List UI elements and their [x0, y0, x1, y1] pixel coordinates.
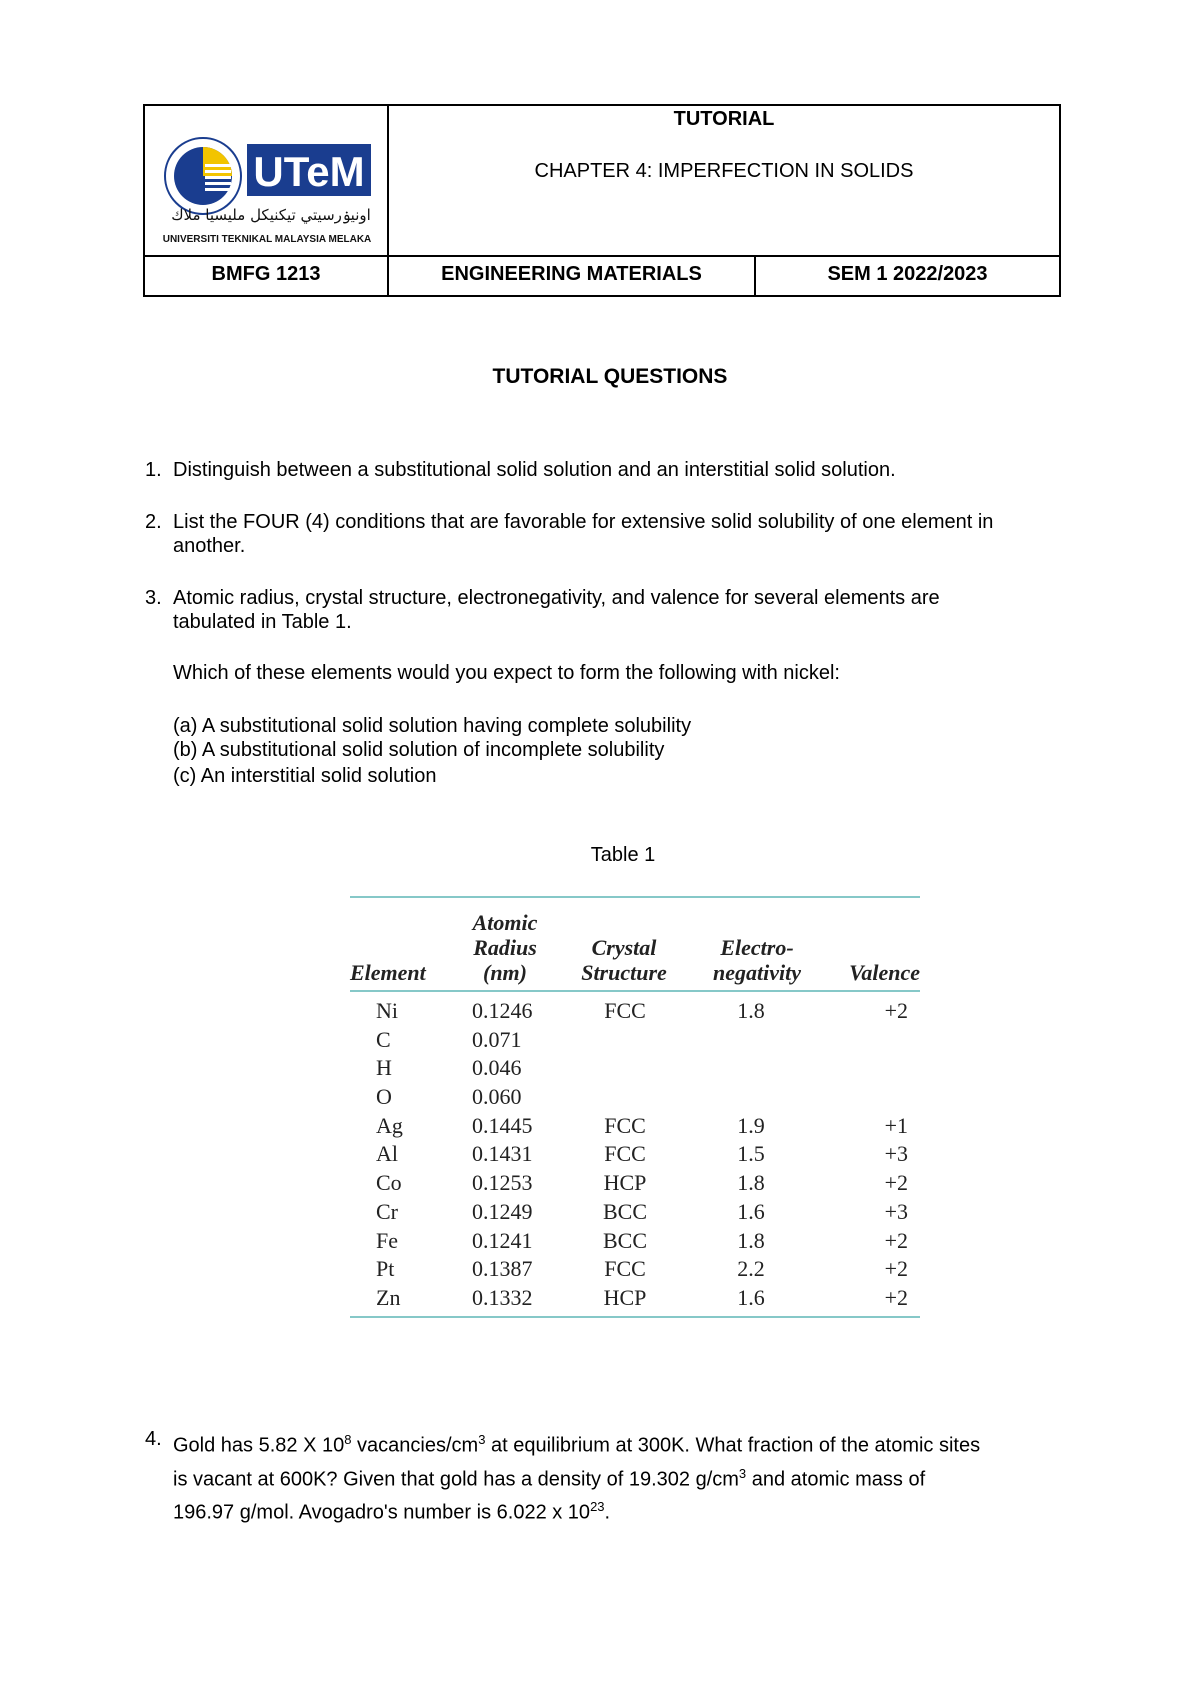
table-row — [350, 1228, 920, 1257]
cell-electronegativity: 1.8 — [737, 1227, 765, 1253]
table-row — [350, 1141, 920, 1170]
cell-electronegativity: 1.9 — [737, 1112, 765, 1138]
table-rule — [350, 1316, 920, 1318]
header-chapter: CHAPTER 4: IMPERFECTION IN SOLIDS — [534, 160, 914, 182]
cell-element: Co — [376, 1170, 402, 1196]
cell-electronegativity: 1.8 — [737, 998, 765, 1023]
cell-atomic-radius: 0.1253 — [472, 1170, 533, 1196]
table-caption: Table 1 — [590, 844, 656, 866]
table-row — [350, 1285, 920, 1314]
table-body — [350, 998, 920, 1314]
cell-crystal-structure: BCC — [602, 1227, 648, 1253]
table-rule — [350, 896, 920, 898]
cell-valence: +2 — [884, 1170, 908, 1196]
cell-valence: +2 — [884, 998, 908, 1023]
cell-electronegativity: 1.5 — [737, 1141, 765, 1167]
question-2 — [145, 510, 1065, 558]
question-part-b: (b) A substitutional solid solution of incomplete solubility — [173, 739, 665, 761]
cell-crystal-structure: FCC — [604, 1141, 646, 1167]
cell-valence: +2 — [884, 1256, 908, 1282]
cell-atomic-radius: 0.1387 — [472, 1256, 533, 1282]
column-header-electronegativity: Electro- negativity — [713, 935, 801, 985]
table-row — [350, 1113, 920, 1142]
cell-element: Pt — [376, 1256, 395, 1282]
table-row — [350, 998, 920, 1027]
cell-atomic-radius: 0.1445 — [472, 1112, 533, 1138]
header-title: TUTORIAL — [673, 108, 775, 130]
column-header-element: Element — [350, 960, 426, 985]
question-text: tabulated in Table 1. — [173, 611, 352, 633]
cell-element: Ni — [376, 998, 398, 1023]
cell-element: C — [376, 1026, 391, 1052]
svg-text:اونيۏرسيتي تيكنيكل مليسيا ملاك: اونيۏرسيتي تيكنيكل مليسيا ملاك — [171, 206, 371, 224]
question-text: is vacant at 600K? Given that gold has a density of 19.302 $g/cm^3$ and atomic mass of — [173, 1465, 926, 1491]
cell-electronegativity: 1.8 — [737, 1170, 765, 1196]
table-row — [350, 1027, 920, 1056]
cell-valence: +2 — [884, 1284, 908, 1310]
cell-atomic-radius: 0.071 — [472, 1026, 522, 1052]
cell-crystal-structure: FCC — [604, 1256, 646, 1282]
table-row — [350, 1199, 920, 1228]
table-row — [350, 1170, 920, 1199]
question-3 — [145, 586, 1065, 634]
document-header — [143, 104, 1061, 297]
question-number: 4. — [145, 1428, 162, 1450]
table-row — [350, 1084, 920, 1113]
cell-element: Zn — [376, 1284, 401, 1310]
cell-electronegativity: 1.6 — [737, 1284, 765, 1310]
question-text: 196.97 g/mol. Avogadro's number is 6.022 x $10^{23}$. — [173, 1499, 611, 1524]
cell-atomic-radius: 0.060 — [472, 1084, 522, 1110]
cell-atomic-radius: 0.1241 — [472, 1227, 533, 1253]
cell-crystal-structure: HCP — [603, 1284, 647, 1310]
cell-element: Ag — [376, 1112, 403, 1138]
cell-atomic-radius: 0.1246 — [472, 998, 533, 1023]
table-rule — [350, 990, 920, 992]
cell-atomic-radius: 0.1332 — [472, 1284, 533, 1310]
utem-logo — [161, 136, 373, 248]
table-row — [350, 1055, 920, 1084]
question-text: Distinguish between a substitutional solid solution and an interstitial solid solution. — [173, 459, 896, 481]
cell-electronegativity: 1.6 — [737, 1198, 765, 1224]
course-code: BMFG 1213 — [211, 263, 321, 285]
cell-crystal-structure: FCC — [604, 998, 646, 1023]
question-part-c: (c) An interstitial solid solution — [173, 765, 437, 787]
question-part-a: (a) A substitutional solid solution having complete solubility — [173, 715, 692, 737]
question-prompt: Which of these elements would you expect to form the following with nickel: — [173, 662, 840, 684]
cell-crystal-structure: FCC — [604, 1112, 646, 1138]
page-title: TUTORIAL QUESTIONS — [492, 365, 728, 388]
question-1 — [145, 458, 1065, 482]
cell-element: H — [376, 1055, 392, 1081]
cell-atomic-radius: 0.1431 — [472, 1141, 533, 1167]
table-row — [350, 1256, 920, 1285]
question-4 — [145, 1426, 1065, 1527]
question-text: Gold has 5.82 X $10^8$ vacancies/$cm^3$ at equilibrium at 300K. What fraction of the atomic sites — [173, 1432, 981, 1457]
question-text: List the FOUR (4) conditions that are favorable for extensive solid solubility of one element in another. — [173, 511, 994, 557]
svg-text:UNIVERSITI TEKNIKAL MALAYSIA M: UNIVERSITI TEKNIKAL MALAYSIA MELAKA — [162, 234, 372, 245]
cell-valence: +2 — [884, 1227, 908, 1253]
cell-valence: +1 — [884, 1112, 908, 1138]
cell-crystal-structure: BCC — [602, 1198, 648, 1224]
cell-atomic-radius: 0.1249 — [472, 1198, 533, 1224]
cell-valence: +3 — [884, 1198, 908, 1224]
cell-electronegativity: 2.2 — [737, 1256, 765, 1282]
question-number: 3. — [145, 587, 162, 609]
cell-valence: +3 — [884, 1141, 908, 1167]
column-header-atomic-radius: Atomic Radius (nm) — [472, 910, 538, 985]
column-header-crystal-structure: Crystal Structure — [581, 935, 667, 985]
course-name: ENGINEERING MATERIALS — [441, 263, 702, 285]
cell-crystal-structure: HCP — [603, 1170, 647, 1196]
column-header-valence: Valence — [849, 960, 920, 985]
question-text: Atomic radius, crystal structure, electronegativity, and valence for several elements are — [173, 587, 940, 609]
question-number: 1. — [145, 459, 162, 481]
svg-text:UTeM: UTeM — [253, 148, 365, 195]
question-number: 2. — [145, 511, 162, 533]
cell-element: Cr — [376, 1198, 398, 1224]
cell-element: O — [376, 1084, 392, 1110]
cell-element: Fe — [376, 1227, 398, 1253]
cell-atomic-radius: 0.046 — [472, 1055, 522, 1081]
cell-element: Al — [376, 1141, 398, 1167]
semester: SEM 1 2022/2023 — [827, 263, 988, 285]
